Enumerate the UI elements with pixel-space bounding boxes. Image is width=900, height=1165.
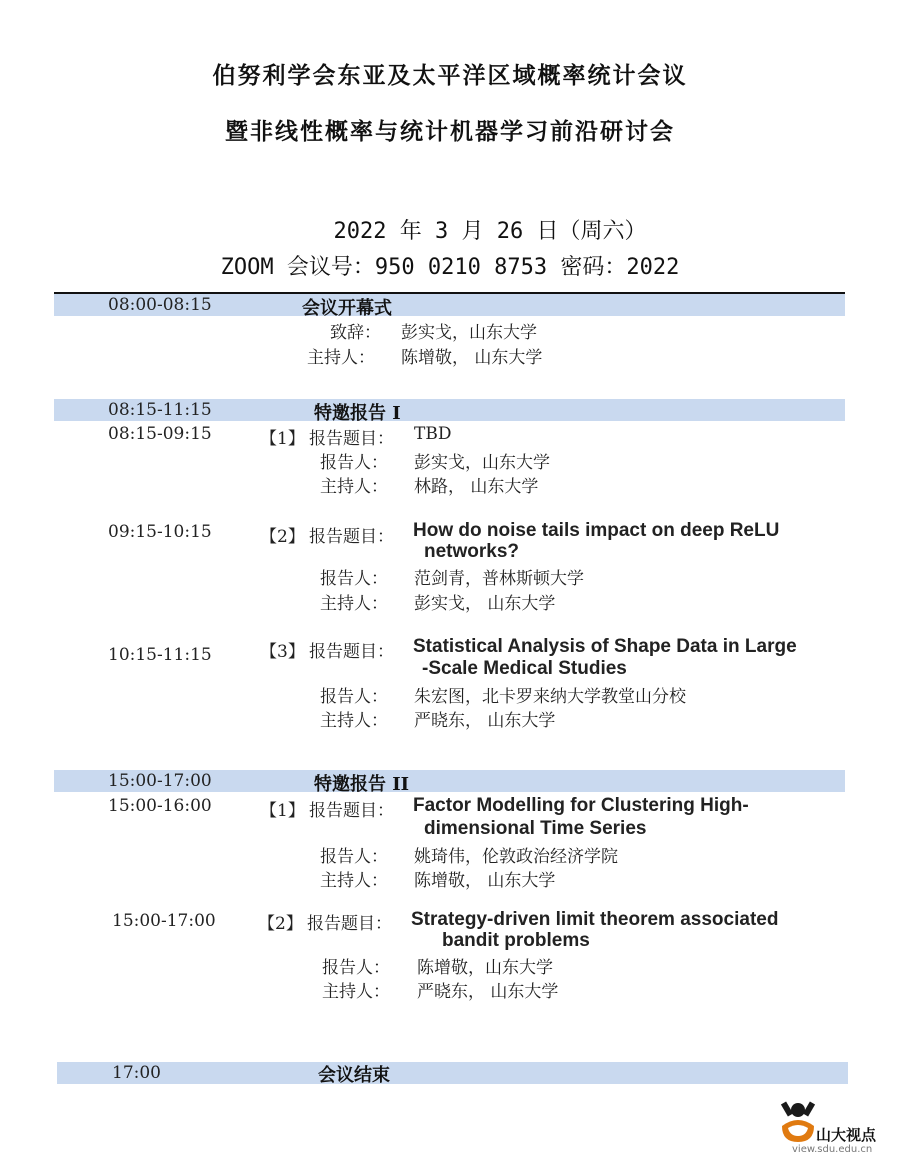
talk-time: 15:00-16:00	[108, 796, 212, 816]
talk-time: 09:15-10:15	[108, 522, 212, 542]
session-time: 08:15-11:15	[108, 400, 212, 420]
topic-label: 报告题目：	[309, 429, 394, 449]
host-value: 严晓东， 山东大学	[414, 711, 556, 731]
host-label: 主持人：	[307, 348, 375, 368]
host-value: 林路， 山东大学	[414, 477, 539, 497]
host-value: 彭实戈， 山东大学	[414, 594, 556, 614]
topic-title-line-1: How do noise tails impact on deep ReLU	[413, 520, 780, 541]
speaker-label: 报告人：	[320, 847, 388, 867]
talk-time: 15:00-17:00	[112, 911, 216, 931]
talk-index: 【1】	[260, 801, 305, 821]
host-value: 陈增敬， 山东大学	[401, 348, 543, 368]
host-label: 主持人：	[320, 711, 388, 731]
talk-index: 【3】	[260, 642, 305, 662]
speaker-value: 范剑青，普林斯顿大学	[414, 569, 584, 589]
speaker-value: 朱宏图，北卡罗来纳大学教堂山分校	[414, 687, 686, 707]
host-label: 主持人：	[320, 871, 388, 891]
speaker-label: 报告人：	[320, 453, 388, 473]
host-value: 严晓东， 山东大学	[417, 982, 559, 1002]
session-title: 特邀报告 II	[314, 774, 410, 795]
topic-title-line-1: Statistical Analysis of Shape Data in Large	[413, 636, 797, 657]
talk-index: 【2】	[260, 527, 305, 547]
host-label: 主持人：	[320, 594, 388, 614]
speech-label: 致辞：	[330, 323, 381, 343]
speaker-value: 彭实戈，山东大学	[414, 453, 550, 473]
speech-value: 彭实戈，山东大学	[401, 323, 537, 343]
host-label: 主持人：	[322, 982, 390, 1002]
title-line-2: 暨非线性概率与统计机器学习前沿研讨会	[225, 119, 675, 145]
session-title: 特邀报告 I	[314, 403, 401, 424]
watermark-url: view.sdu.edu.cn	[792, 1144, 873, 1155]
date-line: 2022 年 3 月 26 日（周六）	[333, 219, 647, 244]
speaker-value: 陈增敬，山东大学	[417, 958, 553, 978]
topic-title-line-2: dimensional Time Series	[424, 818, 647, 839]
topic-label: 报告题目：	[307, 914, 392, 934]
session-band-closing	[57, 1062, 848, 1084]
speaker-value: 姚琦伟，伦敦政治经济学院	[414, 847, 618, 867]
topic-title: TBD	[414, 424, 452, 444]
topic-label: 报告题目：	[309, 642, 394, 662]
topic-label: 报告题目：	[309, 801, 394, 821]
talk-time: 10:15-11:15	[108, 645, 212, 665]
speaker-label: 报告人：	[320, 687, 388, 707]
topic-title-line-2: bandit problems	[442, 930, 590, 951]
speaker-label: 报告人：	[320, 569, 388, 589]
watermark-logo	[778, 1098, 893, 1160]
topic-title-line-1: Factor Modelling for Clustering High-	[413, 795, 749, 816]
host-value: 陈增敬， 山东大学	[414, 871, 556, 891]
session-title: 会议结束	[318, 1065, 390, 1086]
talk-index: 【2】	[258, 914, 303, 934]
topic-label: 报告题目：	[309, 527, 394, 547]
topic-title-line-2: -Scale Medical Studies	[422, 658, 627, 679]
talk-index: 【1】	[260, 429, 305, 449]
topic-title-line-2: networks?	[424, 541, 520, 562]
session-time: 08:00-08:15	[108, 295, 212, 315]
watermark-brand: 山大视点	[816, 1126, 877, 1144]
topic-title-line-1: Strategy-driven limit theorem associated	[411, 909, 779, 930]
title-line-1: 伯努利学会东亚及太平洋区域概率统计会议	[212, 63, 688, 89]
speaker-label: 报告人：	[322, 958, 390, 978]
session-title: 会议开幕式	[302, 298, 392, 319]
talk-time: 08:15-09:15	[108, 424, 212, 444]
sdu-logo-icon	[778, 1100, 818, 1144]
session-time: 17:00	[112, 1063, 161, 1083]
zoom-info: ZOOM 会议号：950 0210 8753 密码：2022	[220, 255, 680, 280]
session-time: 15:00-17:00	[108, 771, 212, 791]
host-label: 主持人：	[320, 477, 388, 497]
